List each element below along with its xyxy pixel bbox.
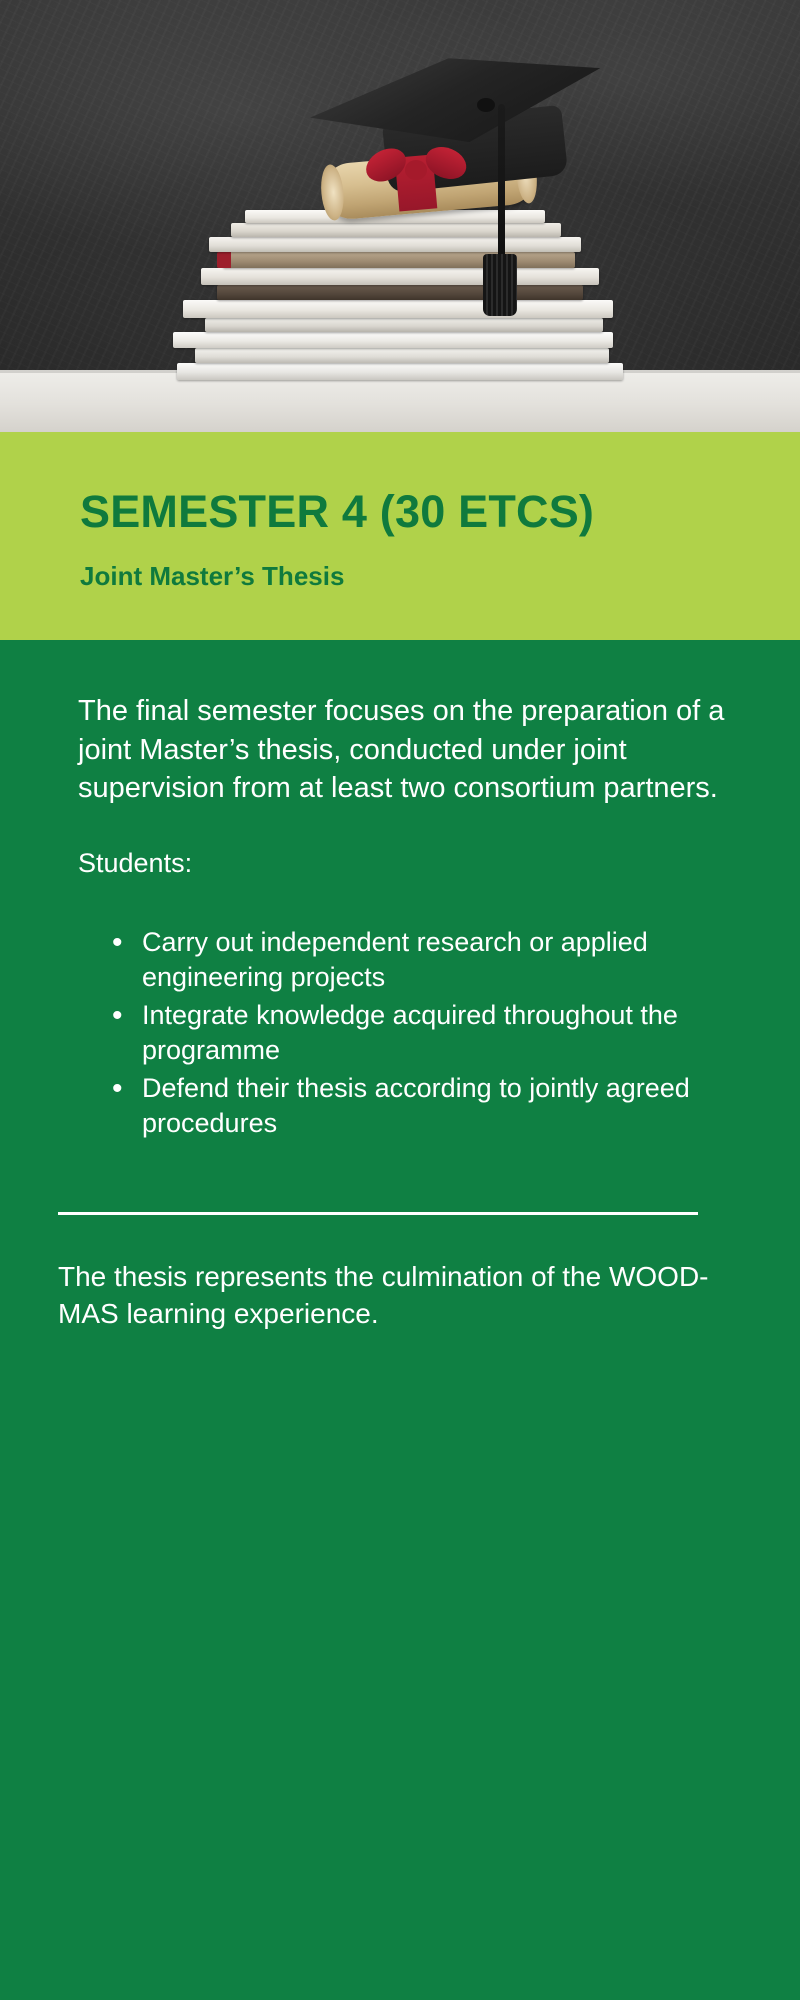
book-layer [217, 285, 583, 300]
book-layer [173, 332, 613, 348]
ribbon-knot [405, 160, 427, 180]
students-list [78, 925, 730, 1140]
lead-paragraph: The final semester focuses on the preparation of a joint Master’s thesis, conducted under joint supervision from at least two consortium partners. [78, 695, 725, 805]
list-item: • Integrate knowledge acquired throughout the programme [112, 998, 730, 1067]
book-layer [177, 363, 623, 380]
book-layer [209, 237, 581, 252]
tassel-cord-icon [498, 104, 505, 262]
closing-paragraph: The thesis represents the culmination of the WOOD-MAS learning experience. [58, 1261, 709, 1329]
cap-button-icon [477, 98, 495, 112]
page-subtitle: Joint Master’s Thesis [80, 561, 345, 592]
list-item: • Carry out independent research or applied engineering projects [112, 925, 730, 994]
book-spine-accent [217, 252, 231, 268]
book-stack-icon [165, 180, 635, 380]
tassel-fringe-icon [483, 254, 517, 316]
section-divider [58, 1212, 698, 1215]
book-layer [201, 268, 599, 285]
content-body [0, 640, 800, 2000]
book-layer [205, 318, 603, 332]
book-layer [231, 223, 561, 237]
book-layer [195, 348, 609, 363]
hero-image [0, 0, 800, 432]
students-label: Students: [78, 847, 193, 878]
list-item: • Defend their thesis according to jointly agreed procedures [112, 1071, 730, 1140]
book-layer [183, 300, 613, 318]
page-title: SEMESTER 4 (30 ETCS) [80, 486, 595, 537]
book-layer [223, 252, 575, 268]
title-band [0, 432, 800, 640]
